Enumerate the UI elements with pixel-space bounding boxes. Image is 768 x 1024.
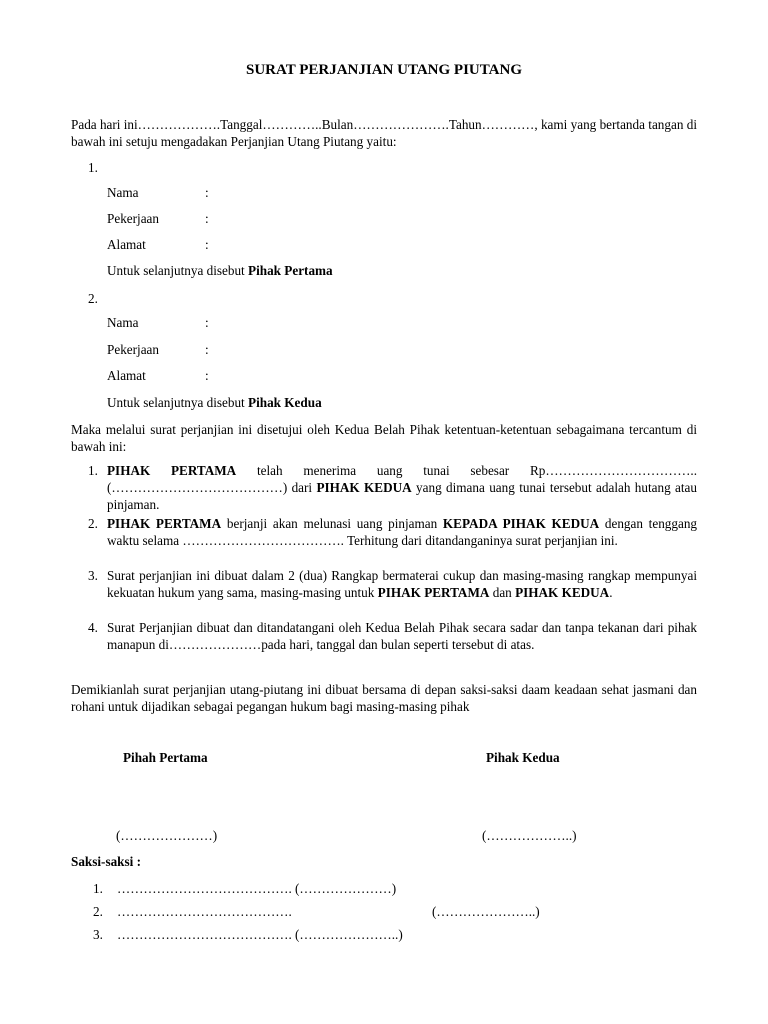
provision-run: PIHAK PERTAMA [107, 516, 222, 531]
intro-paragraph: Pada hari ini……………….Tanggal…………..Bulan………………….Tahun…………, kami yang bertanda tangan di bawah ini setuju mengadakan Perjanjian Utang Piutang yaitu: [71, 117, 697, 149]
provision-number: 1. [88, 463, 98, 478]
provision-number: 3. [88, 568, 98, 583]
provision-run: PIHAK KEDUA [316, 480, 412, 495]
field-label-alamat: Alamat [107, 368, 146, 383]
provision-run: dengan tenggang waktu selama ………………………………. Terhitung dari ditandanganinya surat perjanjian ini. [107, 516, 698, 548]
provisions-intro: Maka melalui surat perjanjian ini disetujui oleh Kedua Belah Pihak ketentuan-ketentuan sebagaimana tercantum di bawah ini: [71, 422, 697, 454]
field-colon: : [205, 185, 209, 200]
designation-prefix: Untuk selanjutnya disebut [107, 263, 249, 278]
party-number: 1. [88, 160, 98, 175]
provision-text [107, 567, 697, 601]
provision-run: Surat Perjanjian dibuat dan ditandatangani oleh Kedua Belah Pihak secara sadar dan tanpa tekanan dari pihak manapun di…………………pada hari, tanggal dan bulan seperti tersebut di atas. [107, 620, 697, 652]
provision-text [107, 619, 697, 653]
witnesses-heading: Saksi-saksi : [71, 854, 141, 869]
signature-blank-second-party: (………………..) [482, 828, 577, 843]
provision-item [88, 567, 697, 601]
document-title: SURAT PERJANJIAN UTANG PIUTANG [246, 62, 522, 78]
field-colon: : [205, 342, 209, 357]
party-designation [107, 394, 322, 411]
field-label-pekerjaan: Pekerjaan [107, 211, 159, 226]
witness-line: …………………………………. (…………………..) [117, 927, 403, 942]
provision-item [88, 462, 697, 513]
field-label-pekerjaan: Pekerjaan [107, 342, 159, 357]
signature-label-second-party: Pihak Kedua [486, 750, 560, 765]
provision-run: dan [489, 585, 516, 600]
witness-line: …………………………………. [117, 904, 292, 919]
witness-number: 1. [93, 881, 103, 896]
field-label-nama: Nama [107, 185, 139, 200]
field-label-nama: Nama [107, 315, 139, 330]
provision-run: . [609, 585, 613, 600]
provision-text [107, 515, 697, 549]
field-colon: : [205, 211, 209, 226]
witness-number: 3. [93, 927, 103, 942]
party-number: 2. [88, 291, 98, 306]
field-colon: : [205, 237, 209, 252]
provision-item [88, 515, 697, 549]
provision-number: 4. [88, 620, 98, 635]
party-designation [107, 262, 333, 279]
closing-paragraph: Demikianlah surat perjanjian utang-piutang ini dibuat bersama di depan saksi-saksi daam keadaan sehat jasmani dan rohani untuk dijadikan sebagai pegangan hukum bagi masing-masing pihak [71, 682, 697, 714]
provision-number: 2. [88, 516, 98, 531]
witness-line: …………………………………. (…………………) [117, 881, 397, 896]
designation-prefix: Untuk selanjutnya disebut [107, 395, 249, 410]
field-colon: : [205, 315, 209, 330]
field-label-alamat: Alamat [107, 237, 146, 252]
witness-number: 2. [93, 904, 103, 919]
provision-run: KEPADA PIHAK KEDUA [442, 516, 600, 531]
provision-run: PIHAK PERTAMA [377, 585, 490, 600]
provision-run: berjanji akan melunasi uang pinjaman [221, 516, 443, 531]
field-colon: : [205, 368, 209, 383]
provision-run: Surat perjanjian ini dibuat dalam 2 (dua) Rangkap bermaterai cukup dan masing-masing rangkap mempunyai kekuatan hukum yang sama, masing-masing untuk [107, 568, 697, 600]
designation-name: Pihak Kedua [248, 395, 322, 410]
provision-run: PIHAK KEDUA [515, 585, 610, 600]
witness-signature-blank: (…………………..) [432, 904, 540, 919]
signature-label-first-party: Pihah Pertama [123, 750, 208, 765]
provision-run: telah menerima uang tunai sebesar Rp…………………………….. (…………………………………) dari [107, 463, 697, 495]
provision-run: PIHAK PERTAMA [107, 463, 237, 478]
designation-name: Pihak Pertama [248, 263, 333, 278]
provision-run: yang dimana uang tunai tersebut adalah hutang atau pinjaman. [107, 480, 698, 512]
signature-blank-first-party: (…………………) [116, 828, 218, 843]
provision-text [107, 462, 697, 513]
provision-item [88, 619, 697, 653]
